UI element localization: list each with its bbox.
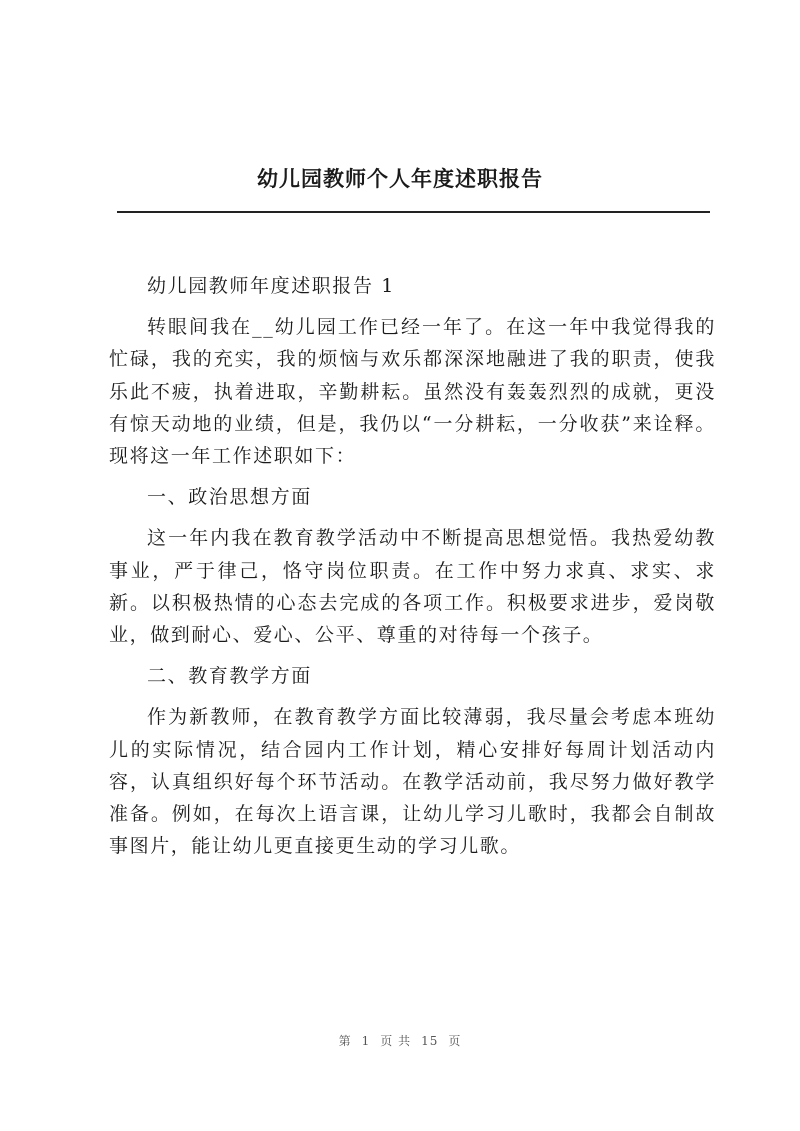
footer-prefix: 第 xyxy=(338,1034,352,1048)
document-title: 幼儿园教师个人年度述职报告 xyxy=(257,166,543,191)
politics-paragraph: 这一年内我在教育教学活动中不断提高思想觉悟。我热爱幼教事业，严于律己，恪守岗位职责。在工作中努力求真、求实、求新。以积极热情的心态去完成的各项工作。积极要求进步，爱岗敬业，做到耐心、爱心、公平、尊重的对待每一个孩子。 xyxy=(109,527,716,647)
page-footer xyxy=(0,1032,800,1049)
section-heading-teaching: 二、教育教学方面 xyxy=(147,665,312,688)
footer-middle: 页 共 xyxy=(380,1034,412,1048)
teaching-paragraph: 作为新教师，在教育教学方面比较薄弱，我尽量会考虑本班幼儿的实际情况，结合园内工作计划，精心安排好每周计划活动内容，认真组织好每个环节活动。在教学活动前，我尽努力做好教学准备。例如，在每次上语言课，让幼儿学习儿歌时，我都会自制故事图片，能让幼儿更直接更生动的学习儿歌。 xyxy=(109,706,716,858)
document-body xyxy=(109,270,716,871)
title-underline xyxy=(117,211,710,213)
footer-page-number: 1 xyxy=(361,1034,371,1048)
report-subtitle: 幼儿园教师年度述职报告 1 xyxy=(147,275,395,297)
section-heading-politics: 一、政治思想方面 xyxy=(147,486,312,509)
footer-total-pages: 15 xyxy=(421,1034,439,1048)
intro-paragraph: 转眼间我在__幼儿园工作已经一年了。在这一年中我觉得我的忙碌，我的充实，我的烦恼与欢乐都深深地融进了我的职责，使我乐此不疲，执着进取，辛勤耕耘。虽然没有轰轰烈烈的成就，更没有惊天动地的业绩，但是，我仍以“一分耕耘，一分收获”来诠释。现将这一年工作述职如下： xyxy=(109,316,716,468)
footer-suffix: 页 xyxy=(448,1034,462,1048)
